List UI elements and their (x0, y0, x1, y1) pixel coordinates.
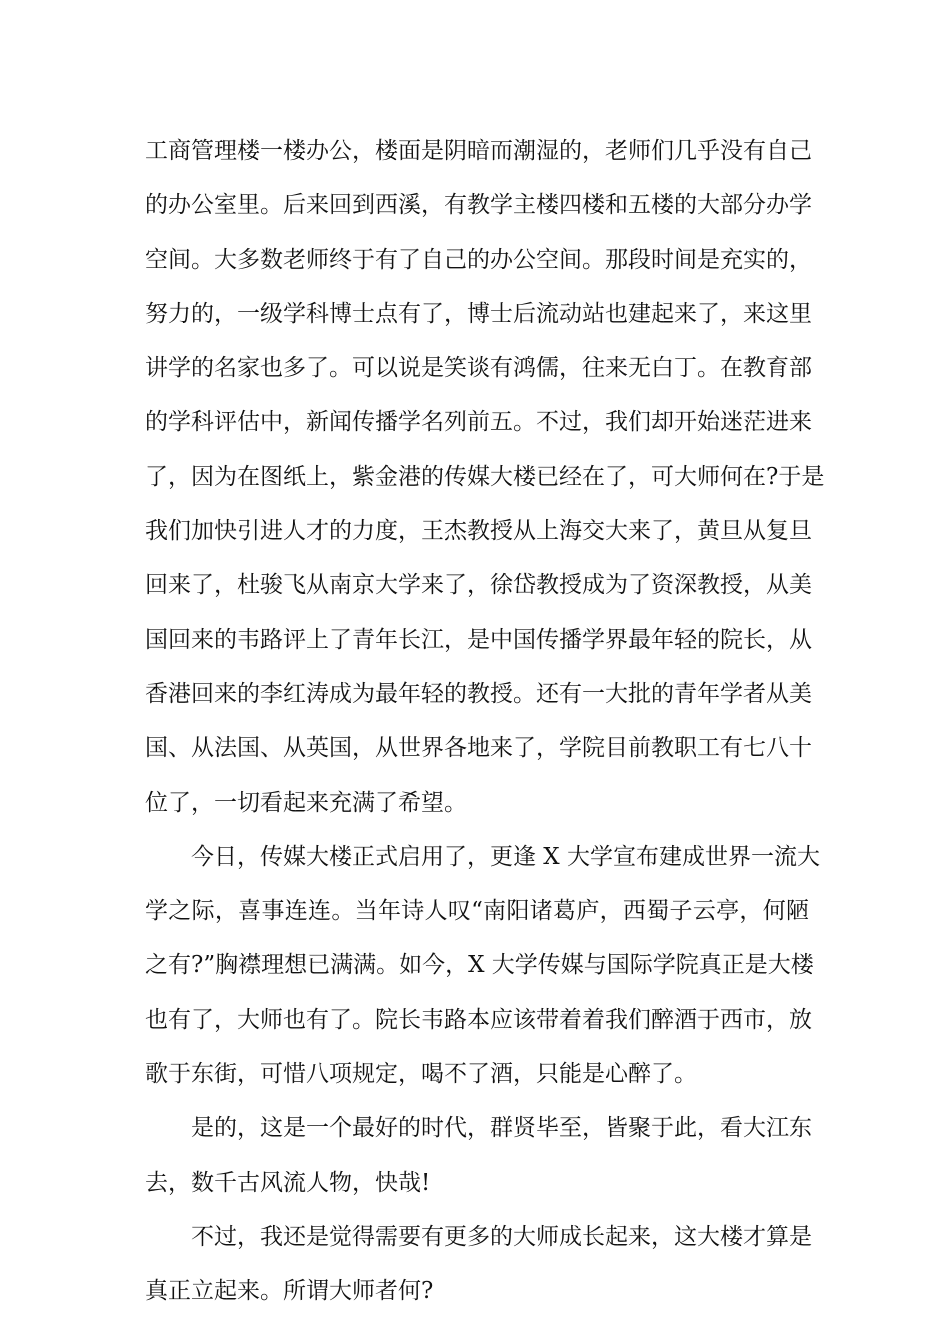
text-line: 的办公室里。后来回到西溪，有教学主楼四楼和五楼的大部分办学 (145, 192, 812, 219)
text-line: 了，因为在图纸上，紫金港的传媒大楼已经在了，可大师何在?于是 (145, 463, 825, 490)
text-line: 国回来的韦路评上了青年长江，是中国传播学界最年轻的院长，从 (145, 626, 812, 653)
text-line: 努力的，一级学科博士点有了，博士后流动站也建起来了，来这里 (145, 300, 812, 327)
text-line: 讲学的名家也多了。可以说是笑谈有鸿儒，往来无白丁。在教育部 (145, 355, 812, 382)
text-line: 工商管理楼一楼办公，楼面是阴暗而潮湿的，老师们几乎没有自己 (145, 138, 812, 164)
paragraph-first-line: 不过，我还是觉得需要有更多的大师成长起来，这大楼才算是 (191, 1223, 812, 1250)
text-line: 也有了，大师也有了。院长韦路本应该带着着我们醉酒于西市，放 (145, 1006, 812, 1033)
text-line: 真正立起来。所谓大师者何? (145, 1278, 434, 1305)
text-line: 学之际，喜事连连。当年诗人叹“南阳诸葛庐，西蜀子云亭，何陋 (145, 898, 809, 925)
text-line: 空间。大多数老师终于有了自己的办公空间。那段时间是充实的， (145, 246, 812, 273)
text-line: 香港回来的李红涛成为最年轻的教授。还有一大批的青年学者从美 (145, 680, 812, 707)
text-line: 位了，一切看起来充满了希望。 (145, 789, 467, 816)
text-line: 之有?”胸襟理想已满满。如今，X 大学传媒与国际学院真正是大楼 (145, 952, 814, 979)
paragraph-first-line: 今日，传媒大楼正式启用了，更逢 X 大学宣布建成世界一流大 (191, 843, 820, 870)
text-line: 我们加快引进人才的力度，王杰教授从上海交大来了，黄旦从复旦 (145, 518, 812, 545)
text-line: 国、从法国、从英国，从世界各地来了，学院目前教职工有七八十 (145, 735, 812, 762)
text-line: 歌于东街，可惜八项规定，喝不了酒，只能是心醉了。 (145, 1061, 697, 1088)
text-line: 的学科评估中，新闻传播学名列前五。不过，我们却开始迷茫进来 (145, 409, 812, 436)
paragraph-first-line: 是的，这是一个最好的时代，群贤毕至，皆聚于此，看大江东 (191, 1115, 812, 1142)
text-line: 去，数千古风流人物，快哉! (145, 1169, 431, 1196)
text-line: 回来了，杜骏飞从南京大学来了，徐岱教授成为了资深教授，从美 (145, 572, 812, 599)
body-text (145, 124, 825, 1319)
